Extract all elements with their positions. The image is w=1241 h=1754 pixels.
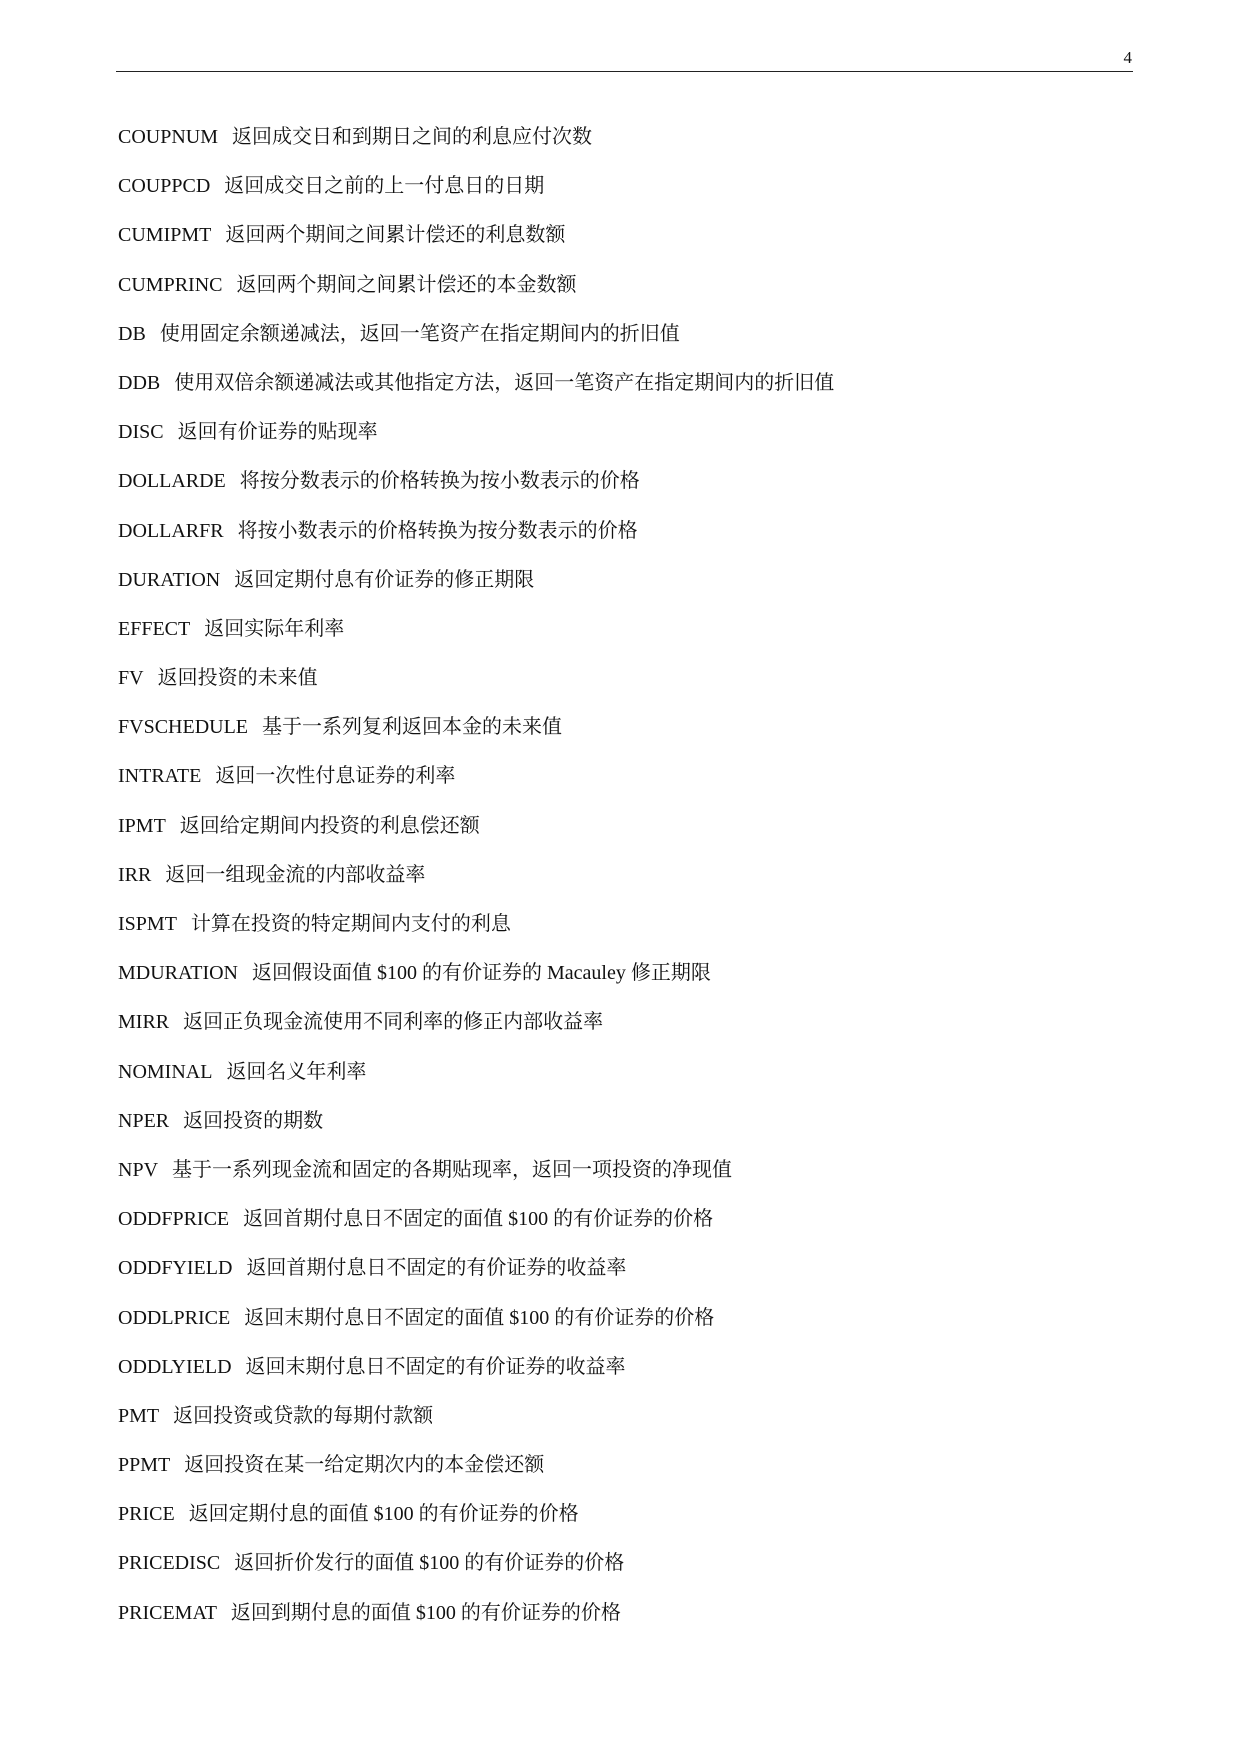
list-item — [118, 1208, 1118, 1257]
function-description: 返回成交日之前的上一付息日的日期 — [224, 175, 545, 198]
function-name: PMT — [118, 1404, 160, 1427]
list-item — [118, 1307, 1118, 1356]
list-item — [118, 372, 1118, 421]
list-item — [118, 126, 1118, 175]
function-description: 基于一系列复利返回本金的未来值 — [262, 716, 563, 739]
function-description: 返回两个期间之间累计偿还的利息数额 — [225, 224, 566, 247]
function-name: PRICEDISC — [118, 1552, 221, 1575]
function-description: 返回名义年利率 — [226, 1060, 367, 1083]
function-name: IPMT — [118, 814, 166, 837]
function-name: NPER — [118, 1109, 170, 1132]
function-description: 返回末期付息日不固定的面值 $100 的有价证券的价格 — [244, 1306, 715, 1329]
function-description: 返回一次性付息证券的利率 — [215, 765, 456, 788]
function-description: 返回末期付息日不固定的有价证券的收益率 — [245, 1355, 626, 1378]
function-name: DOLLARFR — [118, 519, 224, 542]
function-description: 计算在投资的特定期间内支付的利息 — [190, 913, 511, 935]
function-description: 返回给定期间内投资的利息偿还额 — [179, 814, 480, 837]
function-description: 返回折价发行的面值 $100 的有价证券的价格 — [234, 1552, 625, 1575]
function-description: 返回投资在某一给定期次内的本金偿还额 — [184, 1454, 545, 1477]
list-item — [118, 962, 1118, 1011]
list-item — [118, 520, 1118, 569]
list-item — [118, 864, 1118, 913]
function-name: CUMPRINC — [118, 273, 223, 296]
function-description: 返回实际年利率 — [204, 617, 345, 640]
list-item — [118, 1061, 1118, 1110]
function-name: DOLLARDE — [118, 470, 226, 493]
list-item — [118, 1602, 1118, 1651]
function-description: 基于一系列现金流和固定的各期贴现率，返回一项投资的净现值 — [172, 1158, 733, 1181]
function-name: FV — [118, 667, 144, 690]
list-item — [118, 470, 1118, 519]
function-description: 返回正负现金流使用不同利率的修正内部收益率 — [183, 1011, 604, 1034]
list-item — [118, 913, 1118, 962]
function-name: PRICE — [118, 1503, 175, 1526]
function-description: 使用固定余额递减法，返回一笔资产在指定期间内的折旧值 — [159, 322, 680, 345]
list-item — [118, 1552, 1118, 1601]
list-item — [118, 1405, 1118, 1454]
function-name: DURATION — [118, 568, 221, 591]
list-item — [118, 667, 1118, 716]
function-name: DDB — [118, 371, 161, 394]
list-item — [118, 274, 1118, 323]
page-number: 4 — [1123, 48, 1132, 67]
function-name: CUMIPMT — [118, 224, 212, 247]
list-item — [118, 1356, 1118, 1405]
function-name: DISC — [118, 421, 164, 444]
function-description: 返回投资的未来值 — [157, 667, 318, 690]
function-name: FVSCHEDULE — [118, 716, 249, 739]
function-name: PPMT — [118, 1454, 171, 1477]
function-description: 返回到期付息的面值 $100 的有价证券的价格 — [230, 1601, 621, 1624]
list-item — [118, 1503, 1118, 1552]
function-description: 返回投资的期数 — [183, 1109, 324, 1132]
function-description: 将按小数表示的价格转换为按分数表示的价格 — [237, 519, 638, 542]
function-name: EFFECT — [118, 617, 191, 640]
function-name: ODDFPRICE — [118, 1208, 230, 1231]
function-name: ODDFYIELD — [118, 1257, 233, 1280]
list-item — [118, 765, 1118, 814]
function-list — [118, 126, 1118, 1651]
function-name: IRR — [118, 863, 152, 886]
function-name: DB — [118, 322, 146, 345]
list-item — [118, 1159, 1118, 1208]
function-name: PRICEMAT — [118, 1601, 217, 1624]
function-description: 返回定期付息有价证券的修正期限 — [234, 568, 535, 591]
function-name: ODDLPRICE — [118, 1306, 231, 1329]
list-item — [118, 1011, 1118, 1060]
function-description: 返回首期付息日不固定的面值 $100 的有价证券的价格 — [243, 1208, 714, 1231]
function-description: 返回假设面值 $100 的有价证券的 Macauley 修正期限 — [252, 962, 711, 985]
list-item — [118, 716, 1118, 765]
list-item — [118, 224, 1118, 273]
function-name: NPV — [118, 1158, 159, 1181]
function-name: COUPNUM — [118, 126, 219, 148]
function-name: ODDLYIELD — [118, 1355, 232, 1378]
header-rule — [116, 71, 1133, 72]
list-item — [118, 323, 1118, 372]
function-description: 将按分数表示的价格转换为按小数表示的价格 — [239, 470, 640, 493]
list-item — [118, 421, 1118, 470]
function-name: NOMINAL — [118, 1060, 213, 1083]
function-description: 返回首期付息日不固定的有价证券的收益率 — [246, 1257, 627, 1280]
function-description: 使用双倍余额递减法或其他指定方法，返回一笔资产在指定期间内的折旧值 — [174, 371, 835, 394]
function-description: 返回两个期间之间累计偿还的本金数额 — [236, 273, 577, 296]
function-name: COUPPCD — [118, 175, 211, 198]
function-description: 返回有价证券的贴现率 — [177, 421, 378, 444]
list-item — [118, 1454, 1118, 1503]
list-item — [118, 815, 1118, 864]
function-name: MDURATION — [118, 962, 238, 985]
function-description: 返回成交日和到期日之间的利息应付次数 — [232, 126, 593, 148]
list-item — [118, 175, 1118, 224]
function-description: 返回投资或贷款的每期付款额 — [173, 1404, 434, 1427]
list-item — [118, 569, 1118, 618]
list-item — [118, 618, 1118, 667]
list-item — [118, 1257, 1118, 1306]
list-item — [118, 1110, 1118, 1159]
function-description: 返回一组现金流的内部收益率 — [165, 863, 426, 886]
function-description: 返回定期付息的面值 $100 的有价证券的价格 — [188, 1503, 579, 1526]
function-name: MIRR — [118, 1011, 170, 1034]
function-name: INTRATE — [118, 765, 202, 788]
function-name: ISPMT — [118, 913, 177, 935]
